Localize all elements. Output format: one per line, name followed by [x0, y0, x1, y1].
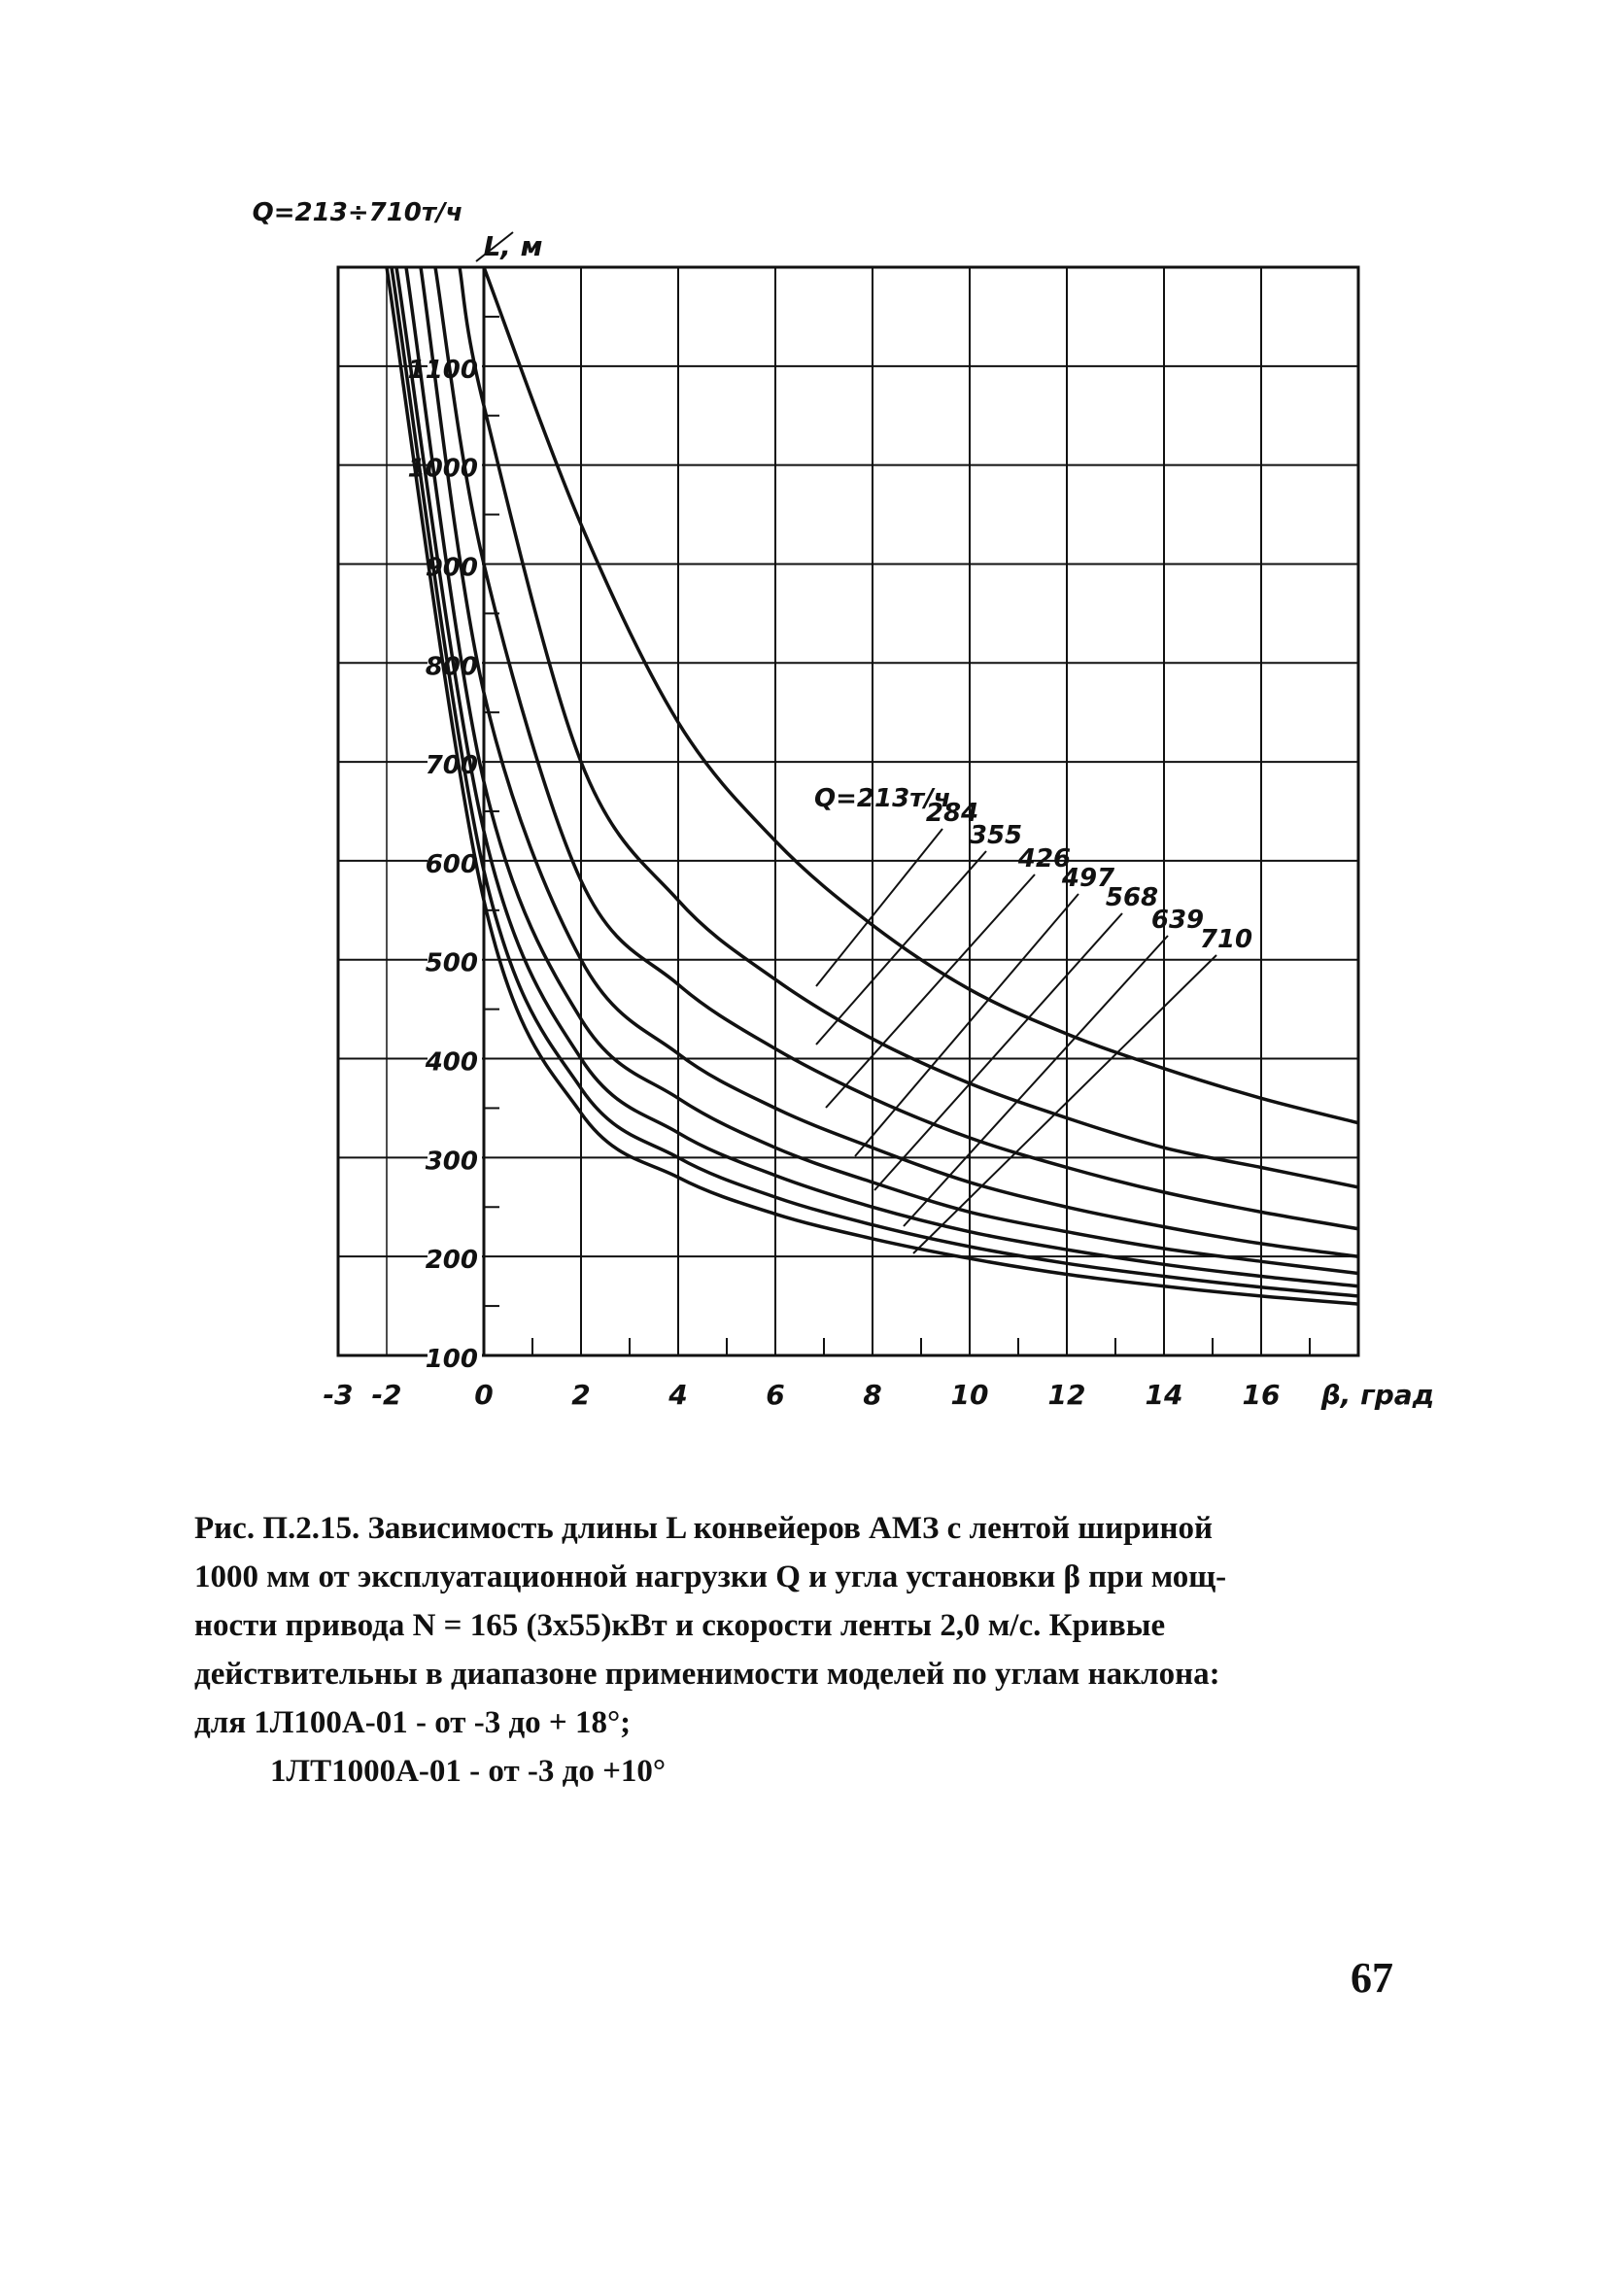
x-tick-label: 12: [1047, 1379, 1086, 1411]
series-label-497: 497: [1061, 864, 1115, 893]
x-tick-label: -3: [323, 1379, 354, 1411]
y-tick-label: 1100: [407, 355, 478, 385]
series-leader-710: [913, 955, 1216, 1253]
y-tick-label: 500: [425, 948, 478, 978]
x-tick-label: -2: [371, 1379, 402, 1411]
caption-line: 1ЛТ1000А-01 - от -3 до +10°: [270, 1754, 667, 1789]
y-tick-label: 300: [425, 1147, 478, 1177]
series-line-213: [484, 267, 1358, 1123]
x-tick-label: 4: [668, 1379, 688, 1411]
x-axis-label: β, град: [1320, 1379, 1435, 1411]
x-tick-label: 14: [1145, 1379, 1183, 1411]
x-tick-label: 16: [1242, 1379, 1281, 1411]
series-label-568: 568: [1105, 883, 1159, 912]
y-tick-label: 600: [425, 849, 478, 879]
caption-line: для 1Л100А-01 - от -3 до + 18°;: [194, 1705, 632, 1740]
series-line-639: [392, 267, 1358, 1296]
y-tick-label: 200: [425, 1246, 478, 1276]
figure-caption: [194, 1504, 1428, 1796]
x-tick-label: 6: [766, 1379, 785, 1411]
y-tick-label: 900: [425, 553, 478, 583]
caption-line: ности привода N = 165 (3x55)кВт и скорости ленты 2,0 м/с. Кривые: [194, 1608, 1166, 1643]
x-tick-label: 0: [474, 1379, 494, 1411]
series-label-284: 284: [925, 799, 979, 828]
caption-line: действительны в диапазоне применимости моделей по углам наклона:: [194, 1657, 1220, 1692]
y-axis-label: L, м: [483, 230, 543, 262]
top-series-label: Q=213÷710т/ч: [252, 198, 463, 227]
y-tick-label: 1000: [407, 454, 478, 484]
page-number: 67: [1351, 1954, 1393, 2002]
series-label-710: 710: [1199, 925, 1253, 954]
x-tick-label: 2: [571, 1379, 591, 1411]
caption-line: Рис. П.2.15. Зависимость длины L конвейеров АМЗ с лентой шириной: [194, 1511, 1214, 1546]
x-tick-label: 8: [863, 1379, 882, 1411]
x-tick-label: 10: [950, 1379, 989, 1411]
y-tick-label: 700: [425, 751, 478, 781]
series-label-639: 639: [1150, 906, 1205, 935]
series-label-213: Q=213т/ч: [814, 784, 951, 813]
series-line-284: [460, 267, 1358, 1187]
series-line-497: [406, 267, 1358, 1274]
series-label-355: 355: [969, 821, 1023, 850]
y-tick-label: 800: [425, 652, 478, 682]
y-tick-label: 100: [425, 1345, 478, 1374]
series-label-426: 426: [1017, 844, 1072, 874]
caption-line: 1000 мм от эксплуатационной нагрузки Q и угла установки β при мощ-: [194, 1559, 1227, 1594]
series-leader-426: [826, 874, 1035, 1108]
y-tick-label: 400: [425, 1047, 478, 1078]
